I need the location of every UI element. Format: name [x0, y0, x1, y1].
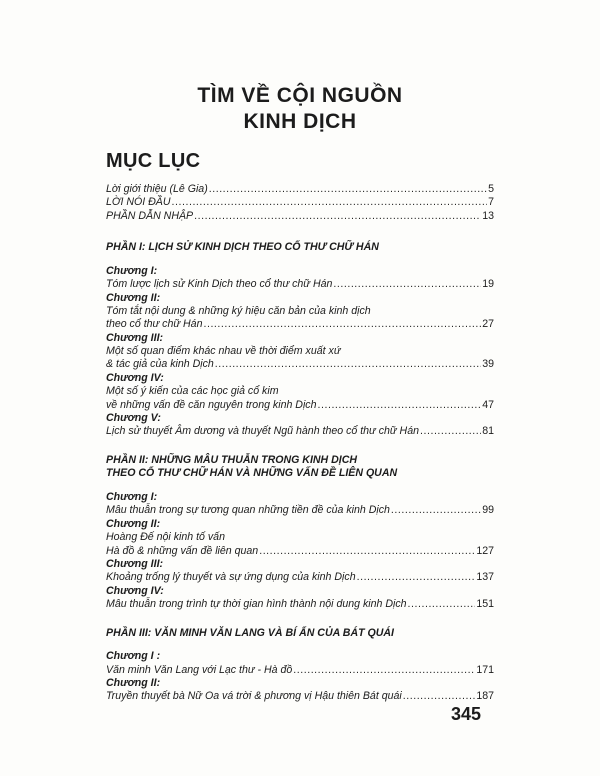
toc-entry [106, 504, 494, 517]
toc-entry [106, 278, 494, 291]
toc-entry [106, 664, 494, 677]
dot-leader [293, 664, 475, 677]
toc-entry-page: 171 [476, 663, 494, 676]
part-2-title-line-2: THEO CỔ THƯ CHỮ HÁN VÀ NHỮNG VẤN ĐỀ LIÊN QUAN [106, 467, 398, 480]
toc-entry-page: 151 [476, 598, 494, 611]
toc-entry-page: 5 [488, 182, 494, 195]
dot-leader [172, 196, 488, 209]
toc-entry-text: Một số ý kiến của các học giả cổ kim [106, 385, 279, 398]
toc-entry [106, 571, 494, 584]
chapter-label: Chương III: [106, 557, 164, 570]
toc-entry-page: 127 [476, 544, 494, 557]
toc-entry-text: Mâu thuẫn trong trình tự thời gian hình thành nội dung kinh Dịch [106, 598, 407, 611]
toc-entry [106, 598, 494, 611]
dot-leader [420, 425, 481, 438]
toc-heading: MỤC LỤC [106, 150, 201, 172]
dot-leader [318, 399, 482, 412]
dot-leader [357, 571, 476, 584]
toc-entry [106, 210, 494, 223]
chapter-label: Chương I : [106, 650, 161, 663]
toc-entry-text: Lời giới thiệu (Lê Gia) [106, 182, 208, 195]
part-3-title: PHẦN III: VĂN MINH VĂN LANG VÀ BÍ ẨN CỦA BÁT QUÁI [106, 626, 394, 639]
chapter-label: Chương I: [106, 264, 158, 277]
toc-entry [106, 318, 494, 331]
page-number: 345 [451, 704, 482, 724]
toc-entry [106, 183, 494, 196]
dot-leader [403, 690, 476, 703]
dot-leader [209, 183, 487, 196]
toc-entry-text: Khoảng trống lý thuyết và sự ứng dụng của kinh Dịch [106, 571, 356, 584]
chapter-label: Chương I: [106, 491, 158, 504]
toc-entry [106, 425, 494, 438]
toc-entry-text: Tóm tắt nội dung & những ký hiệu căn bản của kinh dịch [106, 304, 371, 317]
table-of-contents [106, 183, 494, 704]
toc-entry [106, 196, 494, 209]
toc-entry-text: Văn minh Văn Lang với Lạc thư - Hà đồ [106, 663, 293, 676]
toc-entry-page: 187 [476, 690, 494, 703]
toc-entry-text: Mâu thuẫn trong sự tương quan những tiền đề của kinh Dịch [106, 504, 390, 517]
toc-entry-page: 19 [482, 278, 494, 291]
front-matter [106, 183, 494, 223]
dot-leader [333, 278, 481, 291]
toc-entry-text: Truyền thuyết bà Nữ Oa vá trời & phương vị Hậu thiên Bát quái [106, 690, 402, 703]
toc-entry-page: 39 [482, 358, 494, 371]
book-title-line-1: TÌM VỀ CỘI NGUỒN [197, 84, 403, 107]
chapter-label: Chương II: [106, 676, 161, 689]
chapter-label: Chương II: [106, 517, 161, 530]
toc-entry-page: 137 [476, 571, 494, 584]
book-title-line-2: KINH DỊCH [243, 110, 357, 133]
toc-entry-page: 27 [482, 318, 494, 331]
chapter-label: Chương V: [106, 412, 161, 425]
dot-leader [203, 318, 481, 331]
toc-entry-text: & tác giả của kinh Dịch [106, 358, 214, 371]
toc-entry-text: LỜI NÓI ĐẦU [106, 196, 171, 209]
dot-leader [391, 504, 481, 517]
toc-entry-text: Lịch sử thuyết Âm dương và thuyết Ngũ hành theo cổ thư chữ Hán [106, 425, 419, 438]
dot-leader [259, 545, 475, 558]
toc-entry-text: Hoàng Đế nội kinh tố vấn [106, 531, 225, 544]
toc-entry-text: theo cổ thư chữ Hán [106, 318, 203, 331]
toc-entry-page: 13 [482, 209, 494, 222]
toc-entry [106, 690, 494, 703]
part-2-title-line-1: PHẦN II: NHỮNG MÂU THUẪN TRONG KINH DỊCH [106, 453, 358, 466]
toc-entry-page: 99 [482, 504, 494, 517]
dot-leader [194, 210, 481, 223]
toc-entry-page: 47 [482, 398, 494, 411]
toc-entry [106, 399, 494, 412]
toc-entry [106, 359, 494, 372]
chapter-label: Chương IV: [106, 371, 164, 384]
toc-entry-text: về những vấn đề căn nguyên trong kinh Dịch [106, 398, 317, 411]
chapter-label: Chương IV: [106, 584, 164, 597]
dot-leader [408, 598, 476, 611]
toc-entry-text: Một số quan điểm khác nhau về thời điểm xuất xứ [106, 345, 341, 358]
dot-leader [215, 358, 481, 371]
part-1-title: PHẦN I: LỊCH SỬ KINH DỊCH THEO CỔ THƯ CHỮ HÁN [106, 241, 379, 254]
toc-entry-page: 81 [482, 425, 494, 438]
part-2-title [106, 454, 494, 481]
toc-entry-text: Hà đồ & những vấn đề liên quan [106, 544, 259, 557]
toc-entry-text: PHẦN DẪN NHẬP [106, 209, 194, 222]
chapter-label: Chương III: [106, 331, 164, 344]
toc-entry [106, 545, 494, 558]
toc-entry-page: 7 [488, 196, 494, 209]
toc-entry-text: Tóm lược lịch sử Kinh Dịch theo cổ thư chữ Hán [106, 278, 333, 291]
chapter-label: Chương II: [106, 291, 161, 304]
